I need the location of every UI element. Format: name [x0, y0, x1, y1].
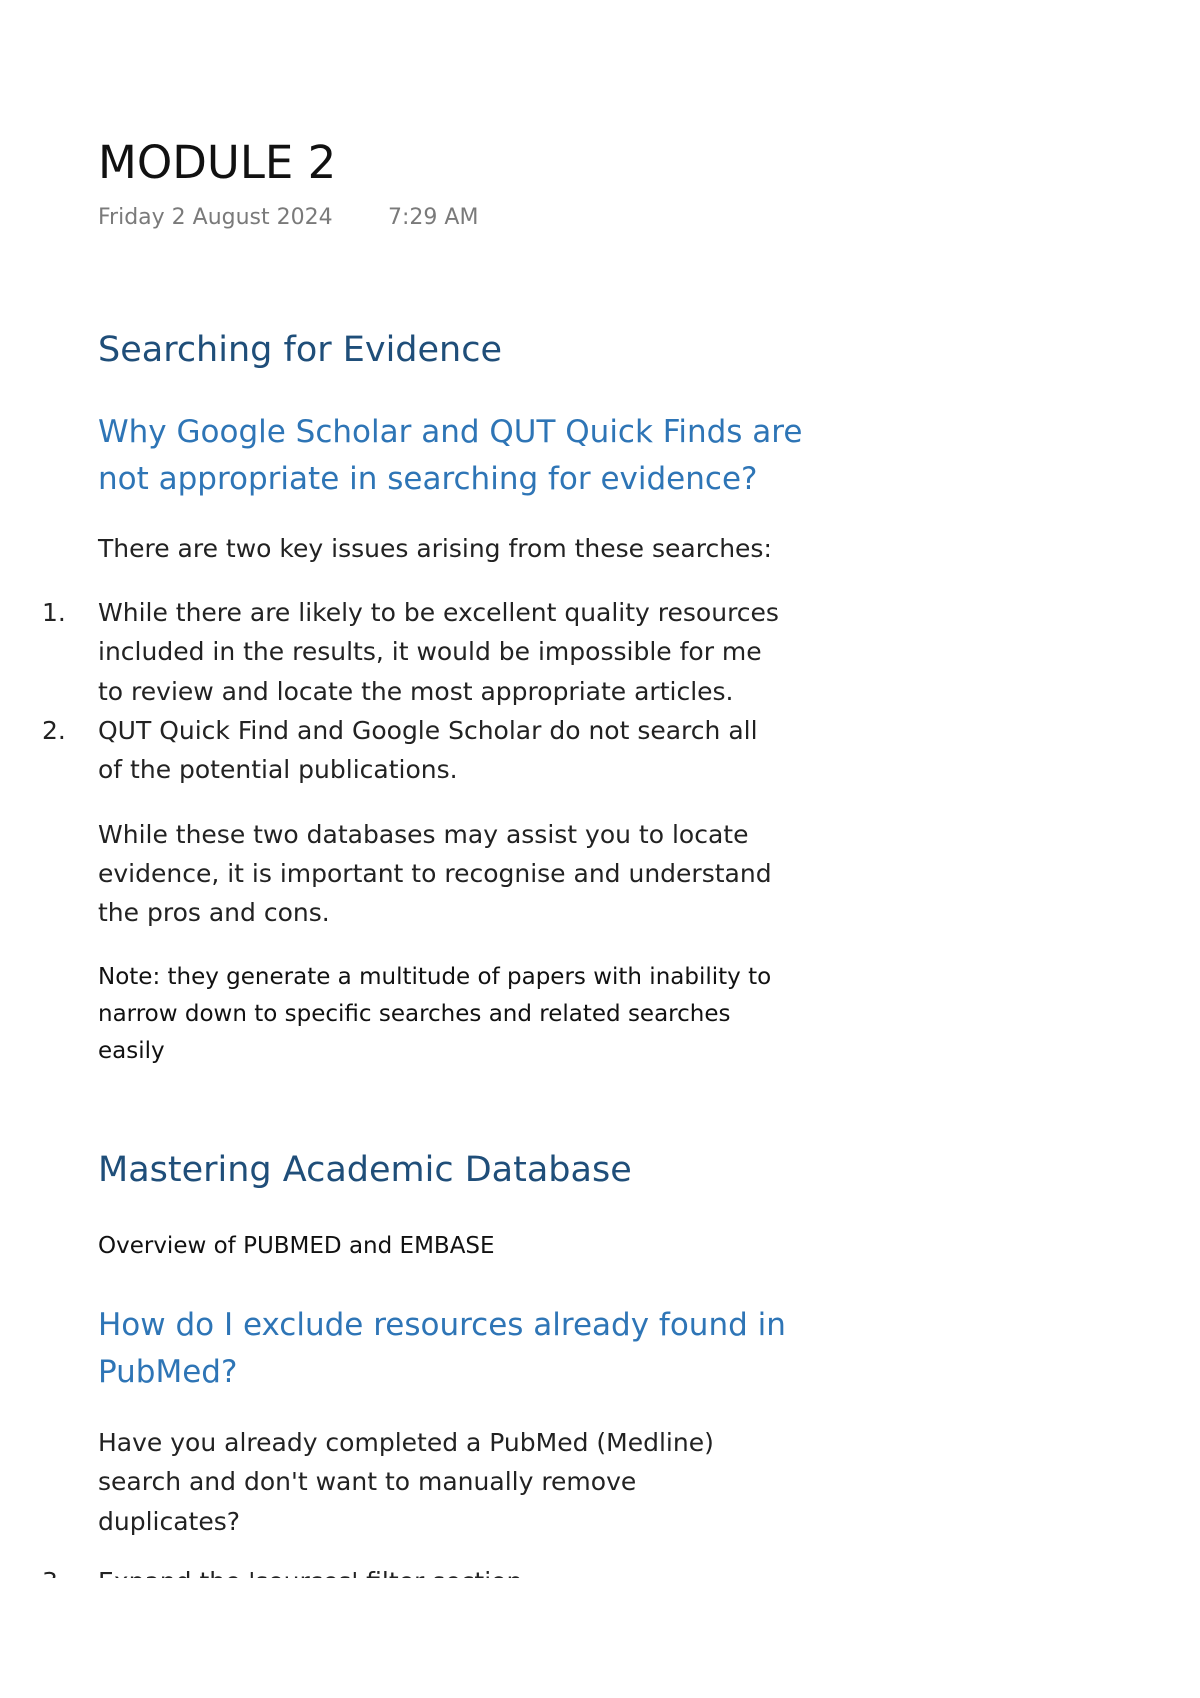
paragraph-line: search and don't want to manually remove [98, 1467, 637, 1496]
paragraph-line: Have you already completed a PubMed (Medline) [98, 1428, 714, 1457]
note-line: narrow down to specific searches and related searches [98, 1001, 731, 1027]
page-bottom-clip [0, 1578, 1200, 1618]
note-line: Note: they generate a multitude of papers with inability to [98, 964, 772, 990]
list-item-line: While there are likely to be excellent quality resources [98, 598, 779, 627]
paragraph-line: While these two databases may assist you to locate [98, 820, 749, 849]
subheading-line-1: How do I exclude resources already found in [98, 1307, 786, 1343]
section-heading-searching: Searching for Evidence [98, 330, 503, 370]
list-item-line: QUT Quick Find and Google Scholar do not search all [98, 716, 758, 745]
paragraph-line: the pros and cons. [98, 898, 330, 927]
page-title: MODULE 2 [98, 136, 337, 189]
list-number: 1. [42, 598, 66, 627]
subheading-line-2: PubMed? [98, 1354, 238, 1390]
list-item-line: included in the results, it would be impossible for me [98, 637, 762, 666]
page-time: 7:29 AM [388, 205, 479, 230]
list-item-line: of the potential publications. [98, 755, 458, 784]
paragraph-line: duplicates? [98, 1507, 241, 1536]
list-item-line: to review and locate the most appropriate articles. [98, 677, 734, 706]
subheading-line-2: not appropriate in searching for evidence? [98, 461, 758, 497]
overview-text: Overview of PUBMED and EMBASE [98, 1233, 495, 1259]
page-date: Friday 2 August 2024 [98, 205, 333, 230]
note-line: easily [98, 1038, 165, 1064]
section-heading-mastering: Mastering Academic Database [98, 1150, 632, 1190]
paragraph-line: evidence, it is important to recognise and understand [98, 859, 772, 888]
list-number: 2. [42, 716, 66, 745]
intro-text: There are two key issues arising from these searches: [98, 534, 772, 563]
subheading-line-1: Why Google Scholar and QUT Quick Finds are [98, 414, 803, 450]
